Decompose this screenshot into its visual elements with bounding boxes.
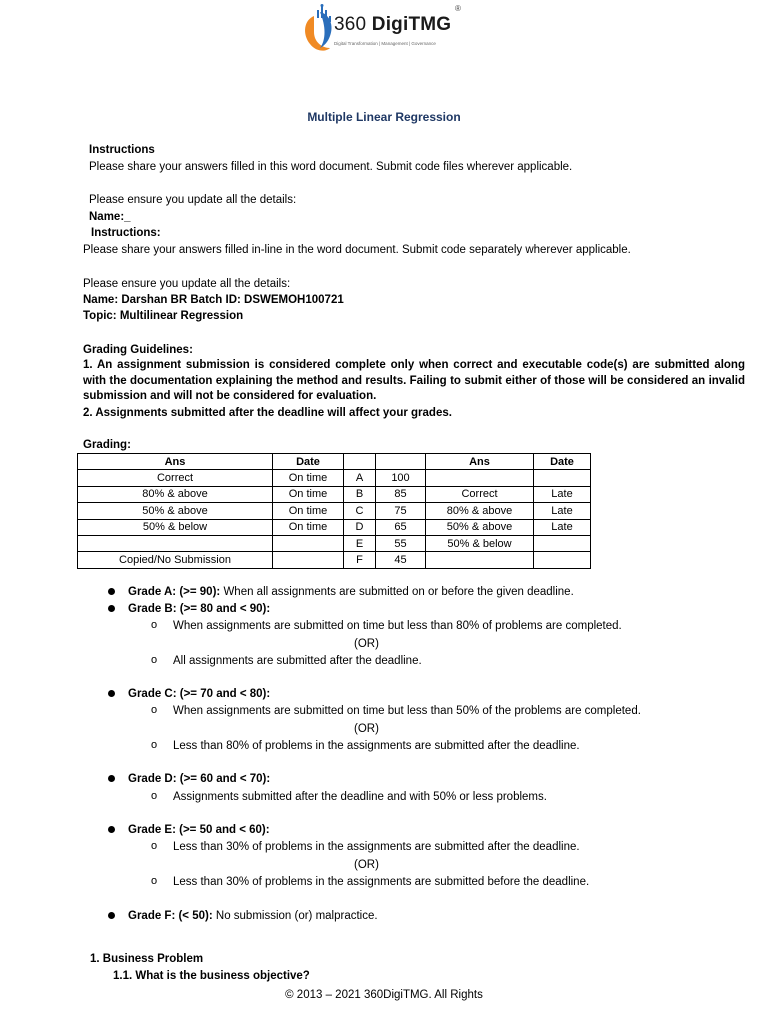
table-cell: F [344, 552, 376, 568]
sub-bullet-icon: o [151, 790, 158, 802]
table-cell: 50% & above [426, 519, 534, 535]
grade-a-item: Grade A: (>= 90): When all assignments are submitted on or before the given deadline. [128, 586, 574, 598]
document-title: Multiple Linear Regression [307, 110, 461, 124]
instructions-heading: Instructions [89, 144, 155, 156]
table-cell [78, 535, 273, 551]
table-cell [534, 552, 591, 568]
sub-bullet-icon: o [151, 619, 158, 631]
name-field-label: Name:_ [89, 211, 131, 223]
table-cell [426, 470, 534, 486]
registered-mark: ® [455, 4, 461, 13]
grade-c-condition-1: When assignments are submitted on time but less than 50% of the problems are completed. [173, 705, 641, 717]
sub-bullet-icon: o [151, 875, 158, 887]
table-cell: Correct [426, 486, 534, 502]
table-cell: 80% & above [426, 503, 534, 519]
sub-bullet-icon: o [151, 654, 158, 666]
grading-table [77, 453, 591, 569]
sub-bullet-icon: o [151, 704, 158, 716]
table-row [78, 519, 591, 535]
grade-f-item: Grade F: (< 50): No submission (or) malpractice. [128, 910, 378, 922]
table-cell: 85 [376, 486, 426, 502]
grade-c-condition-2: Less than 80% of problems in the assignments are submitted after the deadline. [173, 740, 580, 752]
grade-d-condition-1: Assignments submitted after the deadline and with 50% or less problems. [173, 791, 547, 803]
table-row [78, 503, 591, 519]
grade-b-condition-1: When assignments are submitted on time but less than 80% of problems are completed. [173, 620, 622, 632]
grading-label: Grading: [83, 439, 131, 451]
table-cell: A [344, 470, 376, 486]
table-cell [273, 552, 344, 568]
logo-wordmark: 360 DigiTMG [334, 14, 452, 35]
table-cell: Late [534, 503, 591, 519]
table-row [78, 486, 591, 502]
grade-b-condition-2: All assignments are submitted after the deadline. [173, 655, 422, 667]
header-cell [344, 454, 376, 470]
table-cell: C [344, 503, 376, 519]
grade-e-heading: Grade E: (>= 50 and < 60): [128, 824, 270, 836]
table-cell: On time [273, 470, 344, 486]
table-header-row [78, 454, 591, 470]
bullet-icon [108, 775, 115, 782]
table-cell [534, 470, 591, 486]
table-cell: 75 [376, 503, 426, 519]
header-cell: Ans [78, 454, 273, 470]
table-cell [534, 535, 591, 551]
table-cell: On time [273, 503, 344, 519]
table-cell: On time [273, 486, 344, 502]
table-cell: Late [534, 486, 591, 502]
table-cell: On time [273, 519, 344, 535]
table-cell: Correct [78, 470, 273, 486]
or-separator: (OR) [354, 638, 379, 650]
topic-line: Topic: Multilinear Regression [83, 310, 244, 322]
business-objective-heading: 1.1. What is the business objective? [113, 970, 310, 982]
bullet-icon [108, 605, 115, 612]
or-separator: (OR) [354, 859, 379, 871]
grade-b-heading: Grade B: (>= 80 and < 90): [128, 603, 271, 615]
grading-guidelines-heading: Grading Guidelines: [83, 344, 193, 356]
table-row [78, 535, 591, 551]
business-problem-heading: 1. Business Problem [90, 953, 204, 965]
table-cell: D [344, 519, 376, 535]
table-cell: E [344, 535, 376, 551]
logo-tagline: Digital Transformation | Management | Governance [334, 41, 436, 46]
table-cell: 55 [376, 535, 426, 551]
instructions-text: Please share your answers filled in this word document. Submit code files wherever applicable. [89, 161, 573, 173]
instructions-text-2: Please share your answers filled in-line in the word document. Submit code separately wherever applicable. [83, 244, 631, 256]
bullet-icon [108, 588, 115, 595]
header-cell [376, 454, 426, 470]
sub-bullet-icon: o [151, 739, 158, 751]
copyright-footer: © 2013 – 2021 360DigiTMG. All Rights [285, 989, 483, 1001]
grade-e-condition-2: Less than 30% of problems in the assignments are submitted before the deadline. [173, 876, 590, 888]
bullet-icon [108, 690, 115, 697]
grade-e-condition-1: Less than 30% of problems in the assignments are submitted after the deadline. [173, 841, 580, 853]
grade-d-heading: Grade D: (>= 60 and < 70): [128, 773, 271, 785]
table-cell: 65 [376, 519, 426, 535]
table-cell: 50% & above [78, 503, 273, 519]
student-name-batch: Name: Darshan BR Batch ID: DSWEMOH100721 [83, 294, 344, 306]
guideline-2: 2. Assignments submitted after the deadline will affect your grades. [83, 407, 452, 419]
table-row [78, 470, 591, 486]
table-cell [426, 552, 534, 568]
bullet-icon [108, 912, 115, 919]
or-separator: (OR) [354, 723, 379, 735]
grade-c-heading: Grade C: (>= 70 and < 80): [128, 688, 271, 700]
update-details-text-2: Please ensure you update all the details: [83, 278, 291, 290]
table-cell: 50% & below [78, 519, 273, 535]
table-cell: 45 [376, 552, 426, 568]
table-cell: 80% & above [78, 486, 273, 502]
guideline-1: 1. An assignment submission is considered complete only when correct and executable code(s) are submitted along with the documentation explaining the method and results. Failing to submit either of those will be considered an invalid submission and will not be considered for evaluation. [83, 359, 745, 402]
table-cell: 50% & below [426, 535, 534, 551]
header-cell: Ans [426, 454, 534, 470]
table-cell: 100 [376, 470, 426, 486]
table-cell: Late [534, 519, 591, 535]
table-cell: Copied/No Submission [78, 552, 273, 568]
header-cell: Date [534, 454, 591, 470]
sub-bullet-icon: o [151, 840, 158, 852]
table-row [78, 552, 591, 568]
instructions-heading-2: Instructions: [91, 227, 161, 239]
table-cell: B [344, 486, 376, 502]
update-details-text: Please ensure you update all the details: [89, 194, 297, 206]
header-cell: Date [273, 454, 344, 470]
table-cell [273, 535, 344, 551]
bullet-icon [108, 826, 115, 833]
